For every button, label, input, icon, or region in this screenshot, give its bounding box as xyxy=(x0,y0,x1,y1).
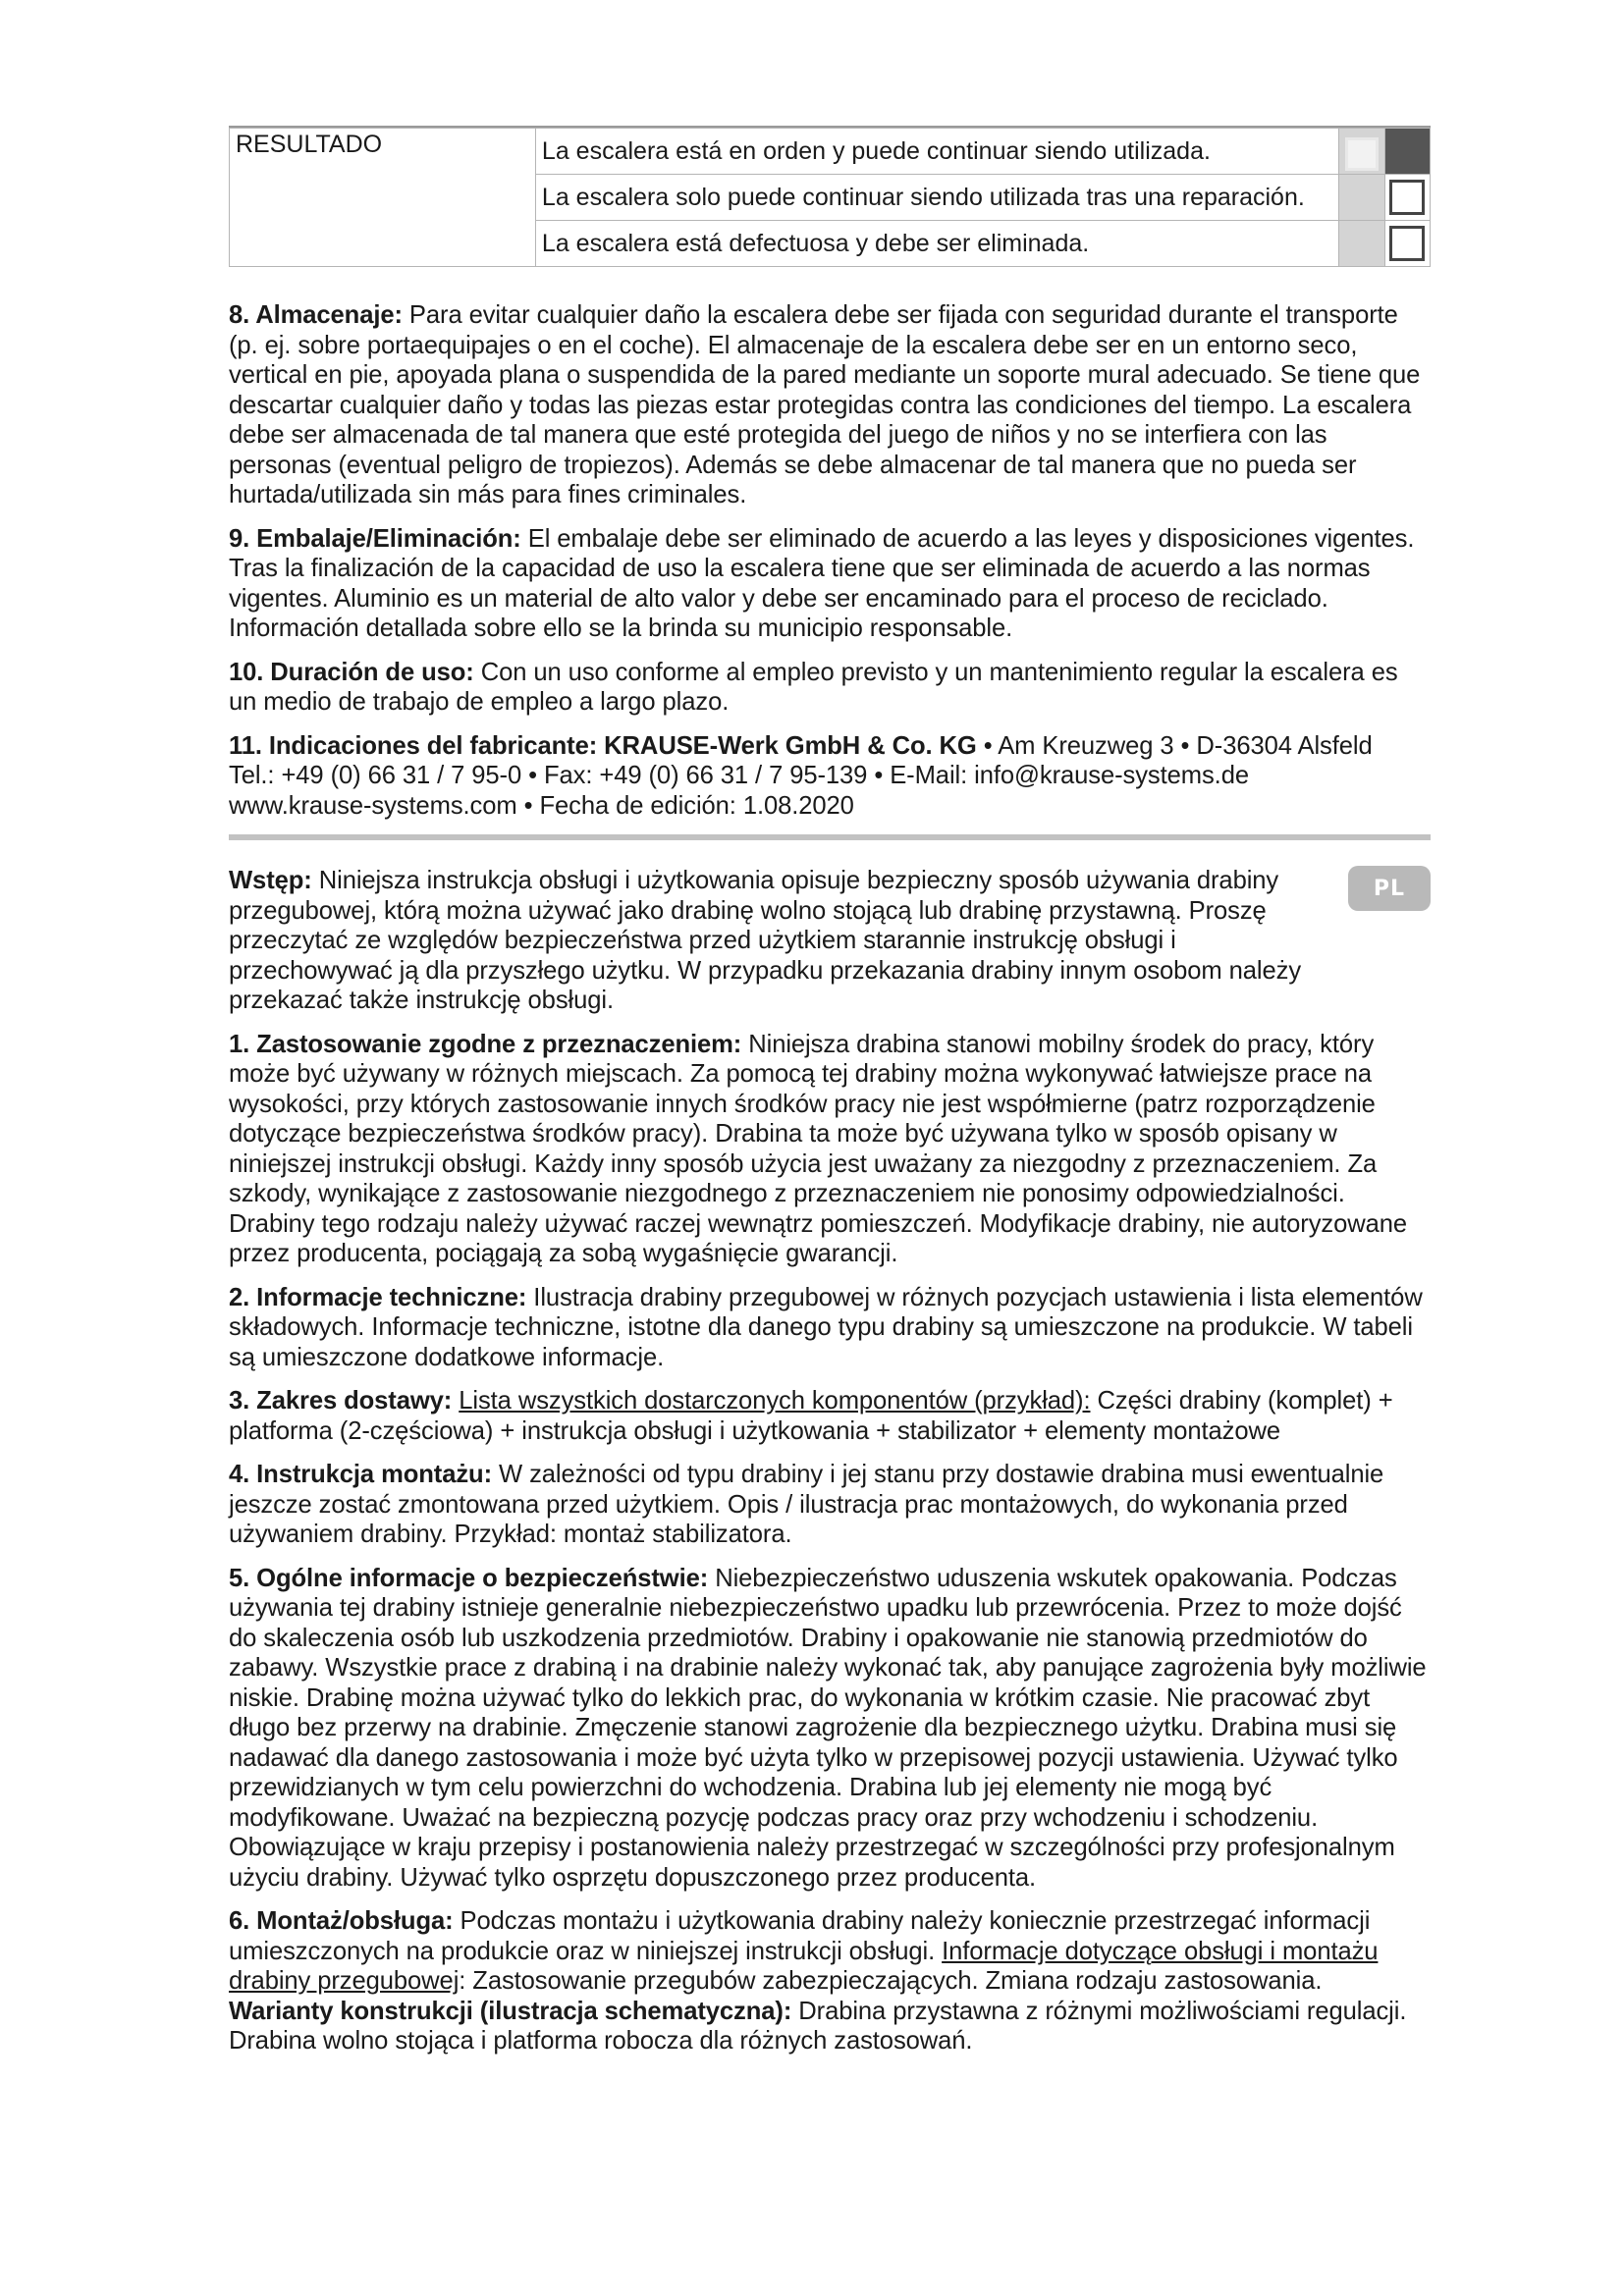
section-packaging: 9. Embalaje/Eliminación: El embalaje debe ser eliminado de acuerdo a las leyes y disposiciones vigentes. Tras la finalización de la capacidad de uso la escalera tiene que ser eliminada de acuerdo a las normas vigentes. Aluminio es un material de alto valor y debe ser encaminado para el proceso de reciclado. Información detallada sobre ello se la brinda su municipio responsable. xyxy=(229,524,1415,642)
section-duration: 10. Duración de uso: Con un uso conforme al empleo previsto y un mantenimiento regular la escalera es un medio de trabajo de empleo a largo plazo. xyxy=(229,658,1398,716)
section-manufacturer: 11. Indicaciones del fabricante: KRAUSE-Werk GmbH & Co. KG • Am Kreuzweg 3 • D-36304 Alsfeld Tel.: +49 (0) 66 31 / 7 95-0 • Fax: +49 (0) 66 31 / 7 95-139 • E-Mail: info@krause-systems.de www.krause-systems.com • Fecha de edición: 1.08.2020 xyxy=(229,731,1373,820)
spanish-section xyxy=(229,300,1431,821)
section-operation: 6. Montaż/obsługa: Podczas montażu i użytkowania drabiny należy koniecznie przestrzegać informacji umieszczonych na produkcie oraz w niniejszej instrukcji obsługi. Informacje dotyczące obsługi i montażu drabiny przegubowej: Zastosowanie przegubów zabezpieczających. Zmiana rodzaju zastosowania. Warianty konstrukcji (ilustracja schematyczna): Drabina przystawna z różnymi możliwościami regulacji. Drabina wolno stojąca i platforma robocza dla różnych zastosowań. xyxy=(229,1907,1407,2055)
section-storage: 8. Almacenaje: Para evitar cualquier daño la escalera debe ser fijada con seguridad durante el transporte (p. ej. sobre portaequipajes o en el coche). El almacenaje de la escalera debe ser en un entorno seco, vertical en pie, apoyada plana o suspendida de la pared mediante un soporte mural adecuado. Se tiene que descartar cualquier daño y todas las piezas estar protegidas contra las condiciones del tiempo. La escalera debe ser almacenada de tal manera que esté protegida del juego de niños y no se interfiera con las personas (eventual peligro de tropiezos). Además se debe almacenar de tal manera que no pueda ser hurtada/utilizada sin más para fines criminales. xyxy=(229,301,1421,508)
checkbox-repair[interactable] xyxy=(1389,180,1425,215)
language-badge: PL xyxy=(1348,866,1431,911)
section-assembly: 4. Instrukcja montażu: W zależności od typu drabiny i jej stanu przy dostawie drabina musi ewentualnie jeszcze zostać zmontowana przed użytkiem. Opis / ilustracja prac montażowych, do wykonania przed używaniem drabiny. Przykład: montaż stabilizatora. xyxy=(229,1461,1384,1548)
result-label: RESULTADO xyxy=(230,129,536,267)
section-divider xyxy=(229,834,1431,840)
page xyxy=(229,128,1431,2070)
section-safety: 5. Ogólne informacje o bezpieczeństwie: Niebezpieczeństwo uduszenia wskutek opakowania. Podczas używania tej drabiny istnieje generalnie niebezpieczeństwo upadku lub przewrócenia. Przez to może dojść do skaleczenia osób lub uszkodzenia przedmiotów. Drabiny i opakowanie nie stanowią przedmiotów do zabawy. Wszystkie prace z drabiną i na drabinie należy wykonać tak, aby panujące zagrożenia były możliwie niskie. Drabinę można używać tylko do lekkich prac, do wykonania w krótkim czasie. Nie pracować zbyt długo bez przerwy na drabinie. Zmęczenie stanowi zagrożenie dla bezpiecznego użytku. Drabina musi się nadawać dla danego zastosowania i może być użyta tylko w przepisowej pozycji ustawienia. Używać tylko przewidzianych w tym celu powierzchni do wchodzenia. Drabina lub jej elementy nie mogą być modyfikowane. Uważać na bezpieczną pozycję podczas pracy oraz przy wchodzeniu i schodzeniu. Obowiązujące w kraju przepisy i postanowienia należy przestrzegać w szczególności przy profesjonalnym użyciu drabiny. Używać tylko osprzętu dopuszczonego przez producenta. xyxy=(229,1564,1427,1892)
section-intended-use: 1. Zastosowanie zgodne z przeznaczeniem: Niniejsza drabina stanowi mobilny środek do pracy, który może być używany w różnych miejscach. Za pomocą tej drabiny można wykonywać łatwiejsze prace na wysokości, przy których zastosowanie innych środków pracy nie jest współmierne (patrz rozporządzenie dotyczące bezpieczeństwa środków pracy). Drabina ta może być używana tylko w sposób opisany w niniejszej instrukcji obsługi. Każdy inny sposób użycia jest uważany za niezgodny z przeznaczeniem. Za szkody, wynikające z zastosowanie niezgodnego z przeznaczeniem nie ponosimy odpowiedzialności. Drabiny tego rodzaju należy używać raczej wewnątrz pomieszczeń. Modyfikacje drabiny, nie autoryzowane przez producenta, pociągają za sobą wygaśnięcie gwarancji. xyxy=(229,1030,1408,1267)
section-delivery: 3. Zakres dostawy: Lista wszystkich dostarczonych komponentów (przykład): Części drabiny (komplet) + platforma (2-częściowa) + instrukcja obsługi i użytkowania + stabilizator + elementy montażowe xyxy=(229,1387,1393,1445)
result-option-defective: La escalera está defectuosa y debe ser eliminada. xyxy=(535,221,1338,267)
checkbox-defective[interactable] xyxy=(1389,226,1425,261)
checkbox-ok-light[interactable] xyxy=(1345,137,1379,171)
result-table xyxy=(229,128,1431,267)
section-intro: Wstęp: Niniejsza instrukcja obsługi i użytkowania opisuje bezpieczny sposób używania drabiny przegubowej, którą można używać jako drabinę wolno stojącą lub drabinę przystawną. Proszę przeczytać ze względów bezpieczeństwa przed użytkiem starannie instrukcję obsługi i przechowywać ją dla przyszłego użytku. W przypadku przekazania drabiny innym osobom należy przekazać także instrukcję obsługi. xyxy=(229,867,1302,1014)
polish-section xyxy=(229,866,1431,2056)
section-technical-info: 2. Informacje techniczne: Ilustracja drabiny przegubowej w różnych pozycjach ustawienia i lista elementów składowych. Informacje techniczne, istotne dla danego typu drabiny są umieszczone na produkcie. W tabeli są umieszczone dodatkowe informacje. xyxy=(229,1283,1423,1371)
table-top-rule xyxy=(229,126,1431,128)
result-option-repair: La escalera solo puede continuar siendo utilizada tras una reparación. xyxy=(535,175,1338,221)
result-row xyxy=(230,129,1431,175)
checkbox-ok-dark[interactable] xyxy=(1389,133,1425,169)
result-option-ok: La escalera está en orden y puede continuar siendo utilizada. xyxy=(535,129,1338,175)
result-section xyxy=(229,128,1431,267)
